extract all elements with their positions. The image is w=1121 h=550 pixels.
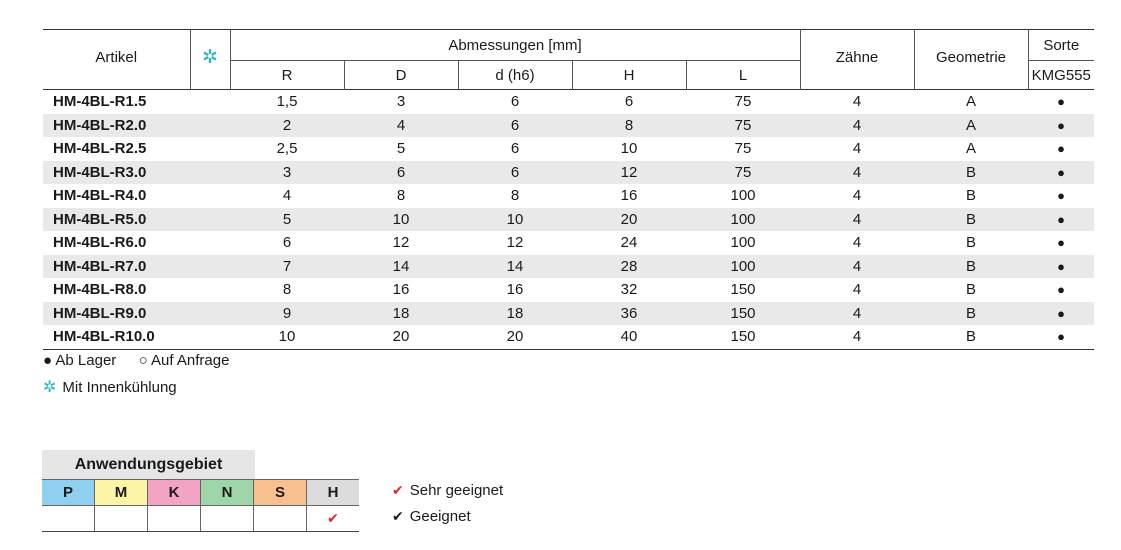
legend-coolant-text: Mit Innenkühlung [62,379,177,396]
cell-r: 7 [230,255,344,279]
cell-coolant [190,255,230,279]
cell-d-outer: 14 [344,255,458,279]
table-row [43,137,1094,161]
header-coolant [190,30,230,90]
cell-h: 32 [620,281,638,299]
cell-zaehne: 4 [800,208,914,232]
material-n: N [201,480,254,506]
cell-coolant [190,161,230,185]
cell-coolant [190,137,230,161]
suitability-m [95,506,148,532]
suitability-s [254,506,307,532]
cell-coolant [190,208,230,232]
cell-artikel: HM-4BL-R4.0 [53,187,147,205]
cell-d-outer: 4 [344,114,458,138]
header-artikel: Artikel [95,48,138,66]
cell-l: 100 [730,187,756,205]
header-zaehne: Zähne [835,48,879,66]
table-row [43,90,1094,114]
cell-h: 20 [572,208,686,232]
cell-d-shank: 6 [458,161,572,185]
cell-zaehne: 4 [852,234,862,252]
snowflake-icon: ✲ [202,46,218,68]
cell-geometrie: B [966,281,977,299]
tool-table [43,29,1094,350]
table-row [43,161,1094,185]
cell-artikel: HM-4BL-R7.0 [43,255,190,279]
cell-r: 1,5 [276,93,298,111]
cell-h: 24 [620,234,638,252]
cell-h: 40 [572,325,686,349]
cell-r: 8 [282,281,292,299]
cell-coolant [190,184,230,208]
cell-zaehne: 4 [852,140,862,158]
material-s: S [254,480,307,506]
cell-d-shank: 16 [506,281,524,299]
cell-l: 150 [686,325,800,349]
coolant-legend [43,377,177,397]
legend-sehr-geeignet [392,482,503,499]
cell-geometrie: B [914,302,1028,326]
stock-dot-icon: ● [1057,188,1065,204]
cell-coolant [190,231,230,255]
filled-dot-icon: ● [43,352,53,369]
table-row [43,325,1094,349]
cell-geometrie: B [914,325,1028,349]
table-row [43,231,1094,255]
suitability-row [42,506,359,532]
cell-coolant [190,90,230,114]
header-dim-r: R [230,61,344,90]
cell-artikel: HM-4BL-R1.5 [53,93,147,111]
legend-sehr-geeignet-text: Sehr geeignet [409,482,504,499]
red-check-icon: ✔ [392,482,404,498]
header-abmessungen: Abmessungen [mm] [230,30,800,61]
cell-r: 6 [282,234,292,252]
black-check-icon: ✔ [392,508,404,524]
header-dim-d-shank: d (h6) [458,61,572,90]
cell-h: 10 [620,140,638,158]
cell-geometrie: B [914,208,1028,232]
cell-l: 75 [734,140,752,158]
cell-artikel: HM-4BL-R8.0 [53,281,147,299]
legend-auf-anfrage: Auf Anfrage [151,352,230,369]
cell-r: 9 [230,302,344,326]
cell-zaehne: 4 [852,281,862,299]
cell-l: 100 [686,208,800,232]
cell-d-outer: 6 [344,161,458,185]
snowflake-icon: ✲ [43,379,57,396]
cell-d-shank: 8 [510,187,520,205]
cell-geometrie: A [966,93,977,111]
header-sorte-kmg555: KMG555 [1028,61,1094,90]
cell-artikel: HM-4BL-R5.0 [43,208,190,232]
cell-artikel: HM-4BL-R6.0 [53,234,147,252]
hollow-dot-icon: ○ [138,352,148,369]
material-m: M [95,480,148,506]
cell-h: 12 [572,161,686,185]
application-title: Anwendungsgebiet [42,450,255,479]
stock-dot-icon: ● [1057,94,1065,110]
header-geometrie: Geometrie [914,30,1028,90]
cell-zaehne: 4 [852,93,862,111]
stock-dot-icon: ● [1028,302,1094,326]
table-body [43,90,1094,350]
cell-d-shank: 18 [458,302,572,326]
table-row [43,114,1094,138]
stock-dot-icon: ● [1028,114,1094,138]
cell-l: 75 [734,93,752,111]
cell-artikel: HM-4BL-R9.0 [43,302,190,326]
cell-h: 28 [572,255,686,279]
stock-legend [43,352,229,369]
cell-l: 100 [686,255,800,279]
cell-zaehne: 4 [800,302,914,326]
stock-dot-icon: ● [1028,161,1094,185]
stock-dot-icon: ● [1028,208,1094,232]
cell-d-shank: 20 [458,325,572,349]
cell-artikel: HM-4BL-R2.5 [53,140,147,158]
cell-h: 36 [572,302,686,326]
cell-zaehne: 4 [852,187,862,205]
material-p: P [42,480,95,506]
cell-l: 150 [686,302,800,326]
cell-geometrie: A [966,140,977,158]
header-dim-h: H [572,61,686,90]
table-row [43,255,1094,279]
material-row [42,480,359,506]
table-row [43,278,1094,302]
cell-d-shank: 10 [458,208,572,232]
cell-artikel: HM-4BL-R3.0 [43,161,190,185]
cell-d-outer: 8 [396,187,406,205]
cell-coolant [190,278,230,302]
cell-d-shank: 12 [506,234,524,252]
table-row [43,208,1094,232]
stock-dot-icon: ● [1057,282,1065,298]
table-row [43,302,1094,326]
suitability-h: ✔ [307,506,360,532]
cell-d-outer: 20 [344,325,458,349]
cell-r: 4 [282,187,292,205]
cell-d-outer: 18 [344,302,458,326]
stock-dot-icon: ● [1057,235,1065,251]
stock-dot-icon: ● [1028,325,1094,349]
cell-r: 5 [230,208,344,232]
cell-d-outer: 12 [392,234,410,252]
suitability-k [148,506,201,532]
application-table [42,479,359,532]
cell-zaehne: 4 [800,325,914,349]
stock-dot-icon: ● [1057,141,1065,157]
cell-h: 8 [572,114,686,138]
cell-d-shank: 6 [458,114,572,138]
cell-geometrie: B [914,161,1028,185]
stock-dot-icon: ● [1028,255,1094,279]
cell-d-outer: 10 [344,208,458,232]
cell-h: 6 [624,93,634,111]
cell-zaehne: 4 [800,161,914,185]
cell-zaehne: 4 [800,114,914,138]
cell-artikel: HM-4BL-R2.0 [43,114,190,138]
cell-r: 3 [230,161,344,185]
cell-d-outer: 16 [392,281,410,299]
cell-d-shank: 6 [510,93,520,111]
cell-geometrie: B [966,187,977,205]
header-dim-d-outer: D [344,61,458,90]
cell-coolant [190,302,230,326]
cell-d-shank: 14 [458,255,572,279]
cell-h: 16 [620,187,638,205]
cell-l: 150 [730,281,756,299]
legend-geeignet-text: Geeignet [409,508,471,525]
cell-d-outer: 3 [396,93,406,111]
cell-r: 2 [230,114,344,138]
cell-l: 75 [686,161,800,185]
cell-geometrie: B [966,234,977,252]
cell-r: 10 [230,325,344,349]
cell-zaehne: 4 [800,255,914,279]
cell-l: 100 [730,234,756,252]
header-sorte: Sorte [1028,30,1094,61]
legend-ab-lager: Ab Lager [55,352,117,369]
material-k: K [148,480,201,506]
header-dim-l: L [686,61,800,90]
cell-geometrie: A [914,114,1028,138]
cell-d-outer: 5 [396,140,406,158]
cell-coolant [190,325,230,349]
table-row [43,184,1094,208]
suitability-n [201,506,254,532]
legend-geeignet [392,508,471,525]
cell-coolant [190,114,230,138]
cell-artikel: HM-4BL-R10.0 [43,325,190,349]
cell-d-shank: 6 [510,140,520,158]
cell-l: 75 [686,114,800,138]
material-h: H [307,480,360,506]
suitability-p [42,506,95,532]
cell-r: 2,5 [276,140,298,158]
cell-geometrie: B [914,255,1028,279]
